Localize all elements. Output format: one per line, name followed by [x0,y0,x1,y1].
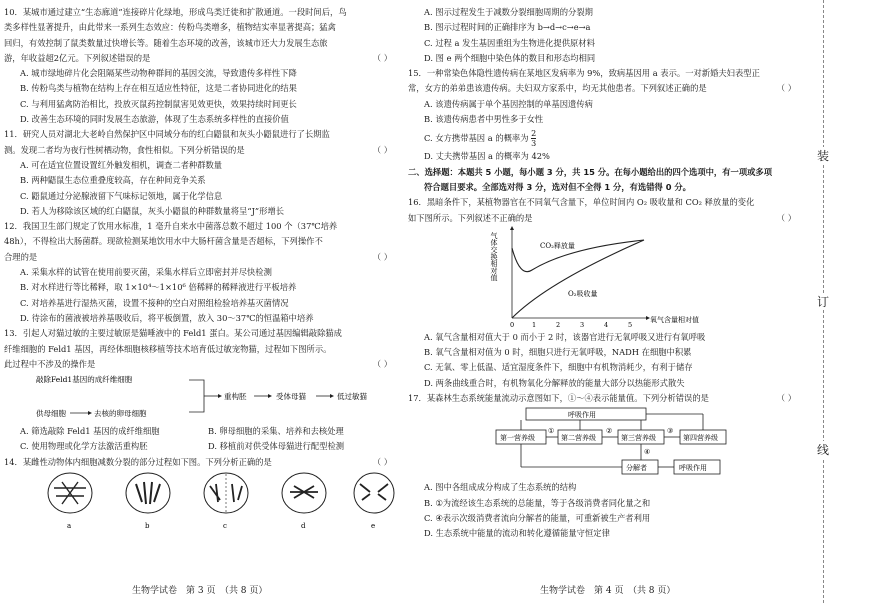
q10-line: 10．某城市通过建立“生态廊道”连接碎片化绿地，形成鸟类迁徙和扩散通道。一段时间后，鸟 [4,7,347,17]
o2-curve-label: O₂吸收量 [568,289,598,298]
footer-page-3: 生物学试卷 第 3 页 （共 8 页） [132,586,268,596]
svg-text:④: ④ [644,448,651,457]
q11-option-b: B. 两种鼯鼠生态位重叠度较高，存在种间竞争关系 [20,175,206,186]
fraction: $\frac{2}{3}$ [531,129,537,149]
svg-text:c: c [223,522,227,531]
q14-cell-figures [4,470,396,532]
decomposer-label: 分解者 [626,464,647,473]
q16-line: 16．黑暗条件下，某植物器官在不同氧气含量下，单位时间内 O₂ 吸收量和 CO₂ 释放量的变化 [408,197,755,208]
q13-donor-label: 供母细胞 [36,409,66,419]
svg-text:①: ① [548,427,555,436]
q10-option-c: C. 与利用猛禽防治相比，投放灭鼠药控制鼠害见效更快，效果持续时间更长 [20,98,297,109]
q17-energy-flow-diagram [408,406,800,480]
q13-line-last: 此过程中不涉及的操作是 （ ） [4,358,392,369]
q15-option-b: B. 该遗传病患者中男性多于女性 [424,114,544,125]
respiration-label: 呼吸作用 [568,411,596,420]
svg-text:3: 3 [580,320,585,329]
q16-ylabel: 气体交换相对值 [490,231,498,281]
svg-text:2: 2 [556,320,561,329]
q15-line: 15．一种常染色体隐性遗传病在某地区发病率为 9%，致病基因用 a 表示。一对新婚夫妇表型正 [408,68,760,79]
cell-a-figure [48,473,92,530]
svg-text:5: 5 [628,320,633,329]
q11-option-d: D. 若人为移除该区域的红白鼯鼠，灰头小鼯鼠的种群数量将呈“J”形增长 [20,205,285,216]
binding-margin [803,0,870,603]
q10-line-last: 游，年收益超2亿元。下列叙述错误的是 （ ） [4,52,392,63]
cell-b-figure [126,473,170,530]
trophic-level-3: 第三营养级 [621,434,656,443]
q12-option-a: A. 采集水样的试管在使用前要灭菌，采集水样后立即密封并尽快检测 [20,267,272,278]
svg-text:0: 0 [510,320,515,329]
q13-oocyte-label: 去核的卵母细胞 [94,409,147,419]
q14-line: 14．某雌性动物体内细胞减数分裂的部分过程如下图。下列分析正确的是 （ ） [4,456,392,467]
q16-option-a: A. 氧气含量相对值大于 0 而小于 2 时，该器官进行无氧呼吸又进行有氧呼吸 [424,331,706,342]
q15-option-a: A. 该遗传病属于单个基因控制的单基因遗传病 [424,98,593,109]
q13-low-allergen-cat: 低过敏猫 [337,392,367,402]
q13-options-ab: A. 筛选敲除 Feld1 基因的成纤维细胞 B. 卵母细胞的采集、培养和去核处理 [20,426,344,437]
q16-option-c: C. 无氧、零上低温、适宜湿度条件下，细胞中有机物消耗少，有利于储存 [424,362,693,373]
co2-release-curve [512,240,644,272]
svg-text:③: ③ [667,427,674,436]
q14-option-b: B. 图示过程时间的正确排序为 b→d→c→e→a [424,22,591,33]
q12-option-b: B. 对水样进行等比稀释，取 1×10⁴～1×10⁶ 倍稀释的稀释液进行平板培养 [20,282,297,293]
svg-text:②: ② [606,427,613,436]
q16-chart [408,226,800,330]
cell-d-figure [282,473,326,530]
q11-option-c: C. 鼯鼠通过分泌腺液留下气味标记领地，属于化学信息 [20,190,223,201]
q16-xlabel: 氧气含量相对值 [650,315,699,324]
q11-line-last: 测。发现二者均为夜行性树栖动物，食性相似。下列分析错误的是 （ ） [4,144,392,155]
q12-option-c: C. 对培养基进行湿热灭菌，设置不接种的空白对照组检验培养基灭菌情况 [20,297,289,308]
svg-text:d: d [301,522,306,531]
cell-e-figure [354,473,394,530]
cell-c-figure [204,473,248,530]
q15-line-last: 常，女方的弟弟患该遗传病。夫妇双方家系中，均无其他患者。下列叙述正确的是 （ ） [408,83,796,94]
svg-text:4: 4 [604,320,609,329]
q13-line: 纤维细胞的 Feld1 基因，再经体细胞核移植等技术培育低过敏宠物猫，过程如下图所示。 [4,343,332,354]
q17-option-c: C. ④表示次级消费者流向分解者的能量，可重新被生产者利用 [424,512,651,523]
q13-fibroblast-label: 敲除Feld1基因的成纤维细胞 [36,375,133,385]
q13-recipient-cat: 受体母猫 [276,392,306,402]
q15-option-c: C. 女方携带基因 a 的概率为 $\frac{2}{3}$ [424,129,537,149]
footer-page-4: 生物学试卷 第 4 页 （共 8 页） [540,586,676,596]
q14-option-c: C. 过程 a 发生基因重组为生物进化提供原材料 [424,37,595,48]
margin-char-ding: 订 [817,295,830,309]
svg-text:e: e [371,522,376,531]
section-2-heading-cont: 符合题目要求。全部选对得 3 分，选对但不全得 1 分，有选错得 0 分。 [424,181,691,192]
q12-option-d: D. 待涂布的菌液被培养基吸收后，将平板倒置，放入 30～37℃的恒温箱中培养 [20,312,314,323]
q12-line: 12．我国卫生部门规定了饮用水标准，1 毫升自来水中菌落总数不超过 100 个（37℃培养 [4,221,338,232]
svg-text:a: a [67,522,72,531]
q14-option-d: D. 图 e 两个细胞中染色体的数目和形态均相同 [424,52,596,63]
respiration-label-2: 呼吸作用 [679,464,707,473]
trophic-level-4: 第四营养级 [683,434,718,443]
trophic-level-2: 第二营养级 [561,434,596,443]
margin-char-xian: 线 [817,443,830,457]
q11-line: 11．研究人员对湖北大老岭自然保护区中同域分布的红白鼯鼠和灰头小鼯鼠进行了长期监 [4,129,330,140]
svg-text:1: 1 [532,320,537,329]
q13-reconstructed-embryo: 重构胚 [224,392,247,402]
left-column [4,0,396,532]
q12-line: 48h），不得检出大肠菌群。现欲检测某地饮用水中大肠杆菌含量是否超标，下列操作不 [4,236,323,247]
q10-line: 类多样性显著提升，由此带来一系列生态效应：传粉鸟类增多，植物结实率显著提高；猛禽 [4,22,336,33]
margin-char-zhuang: 装 [817,149,830,163]
q13-options-cd: C. 使用物理或化学方法激活重构胚 D. 移植前对供受体母猫进行配型检测 [20,441,345,452]
q10-line: 回归，有效控制了鼠类数量过快增长等。随着生态环境的改善，该城市还大力发展生态旅 [4,37,328,48]
q15-option-d: D. 丈夫携带基因 a 的概率为 42% [424,151,550,162]
right-column [408,0,800,542]
section-2-heading: 二、选择题：本题共 5 小题，每小题 3 分，共 15 分。在每小题给出的四个选项中，有一项或多项 [408,166,773,177]
svg-text:b: b [145,522,150,531]
co2-curve-label: CO₂释放量 [540,241,575,250]
q17-option-b: B. ①为流经该生态系统的总能量，等于各级消费者同化量之和 [424,497,651,508]
q13-diagram [4,372,396,424]
q16-line-last: 如下图所示。下列叙述不正确的是 （ ） [408,212,796,223]
q10-option-b: B. 传粉鸟类与植物在结构上存在相互适应性特征，这是二者协同进化的结果 [20,83,297,94]
q14-option-a: A. 图示过程发生于减数分裂细胞周期的分裂期 [424,7,593,17]
q13-line: 13．引起人对猫过敏的主要过敏原是猫唾液中的 Feld1 蛋白。某公司通过基因编辑敲除猫成 [4,328,342,339]
q16-option-b: B. 氧气含量相对值为 0 时，细胞只进行无氧呼吸，NADH 在细胞中积累 [424,347,692,358]
q11-option-a: A. 可在适宜位置设置红外触发相机，调查二者种群数量 [20,159,223,170]
q12-line-last: 合理的是 （ ） [4,251,392,262]
q17-option-a: A. 图中各组成成分构成了生态系统的结构 [424,482,577,493]
q17-line: 17．某森林生态系统能量流动示意图如下，①～④表示能量值。下列分析错误的是 （ ） [408,393,796,404]
q17-option-d: D. 生态系统中能量的流动和转化遵循能量守恒定律 [424,528,610,539]
q16-option-d: D. 两条曲线重合时，有机物氧化分解释放的能量大部分以热能形式散失 [424,377,685,388]
q10-option-d: D. 改善生态环境的同时发展生态旅游，体现了生态系统多样性的直接价值 [20,114,289,125]
trophic-level-1: 第一营养级 [500,434,535,443]
q10-option-a: A. 城市绿地碎片化会阻隔某些动物种群间的基因交流，导致遗传多样性下降 [20,68,297,79]
